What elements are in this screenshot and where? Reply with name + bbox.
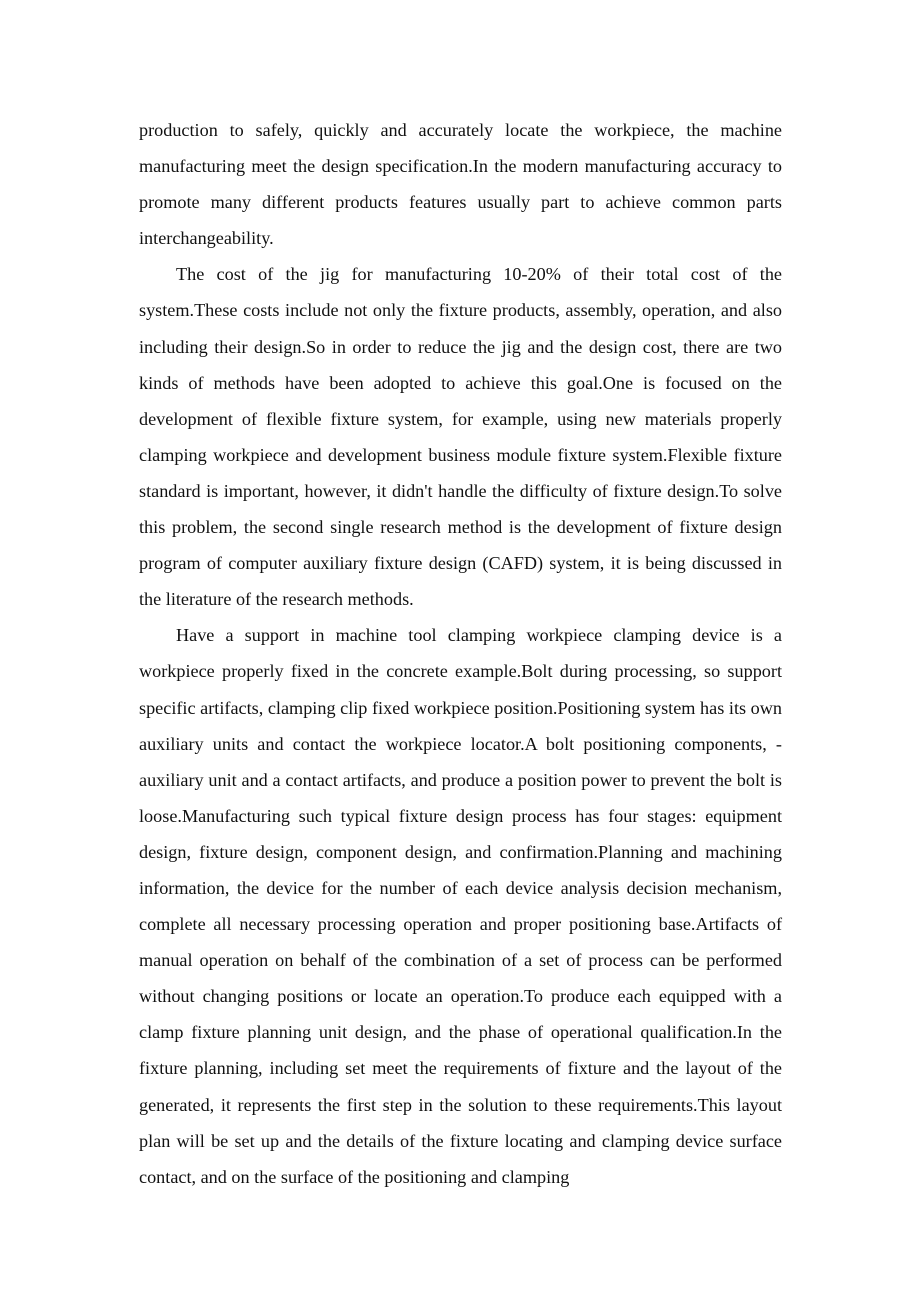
paragraph-2: The cost of the jig for manufacturing 10-20% of their total cost of the system.These costs include not only the fixture products, assembly, operation, and also including their design.So in order to reduce the jig and the design cost, there are two kinds of methods have been adopted to achieve this goal.One is focused on the development of flexible fixture system, for example, using new materials properly clamping workpiece and development business module fixture system.Flexible fixture standard is important, however, it didn't handle the difficulty of fixture design.To solve this problem, the second single research method is the development of fixture design program of computer auxiliary fixture design (CAFD) system, it is being discussed in the literature of the research methods. <box>139 264 782 610</box>
document-page <box>139 112 782 1195</box>
paragraph-1: production to safely, quickly and accurately locate the workpiece, the machine manufacturing meet the design specification.In the modern manufacturing accuracy to promote many different products features usually part to achieve common parts interchangeability. <box>139 120 782 249</box>
paragraph-3: Have a support in machine tool clamping workpiece clamping device is a workpiece properly fixed in the concrete example.Bolt during processing, so support specific artifacts, clamping clip fixed workpiece position.Positioning system has its own auxiliary units and contact the workpiece locator.A bolt positioning components, - auxiliary unit and a contact artifacts, and produce a position power to prevent the bolt is loose.Manufacturing such typical fixture design process has four stages: equipment design, fixture design, component design, and confirmation.Planning and machining information, the device for the number of each device analysis decision mechanism, complete all necessary processing operation and proper positioning base.Artifacts of manual operation on behalf of the combination of a set of process can be performed without changing positions or locate an operation.To produce each equipped with a clamp fixture planning unit design, and the phase of operational qualification.In the fixture planning, including set meet the requirements of fixture and the layout of the generated, it represents the first step in the solution to these requirements.This layout plan will be set up and the details of the fixture locating and clamping device surface contact, and on the surface of the positioning and clamping <box>139 625 782 1187</box>
